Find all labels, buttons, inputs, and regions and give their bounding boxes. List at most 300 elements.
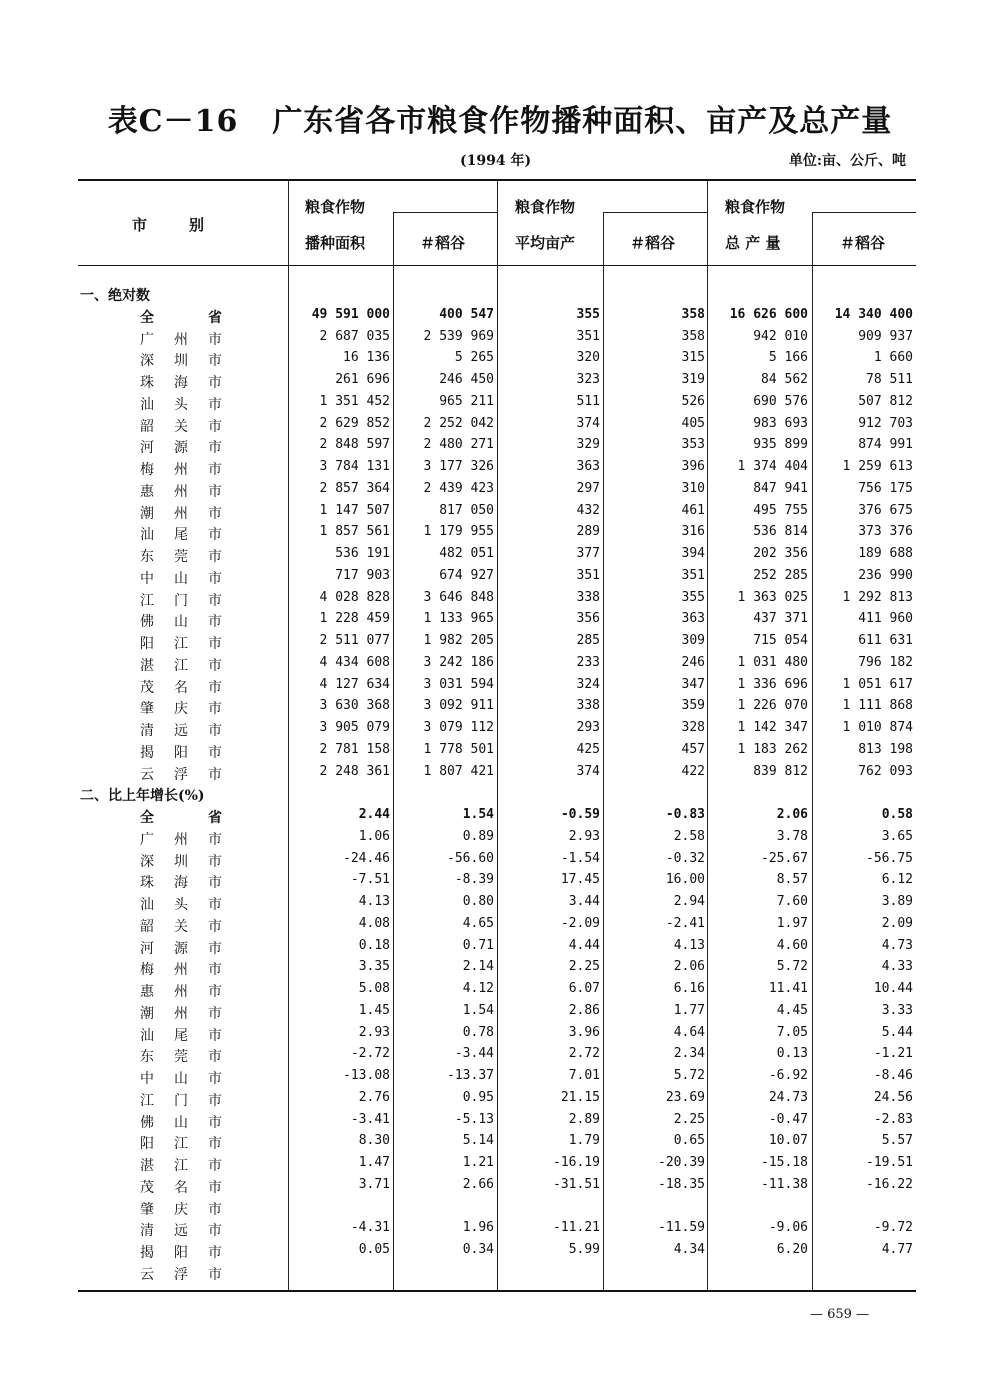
value-cell: 2 439 423 bbox=[423, 480, 494, 496]
table-code: 表C－16 bbox=[107, 104, 239, 139]
value-cell: 495 755 bbox=[753, 502, 808, 518]
value-cell: 351 bbox=[681, 567, 705, 583]
city-name bbox=[130, 437, 300, 457]
value-cell: 1 010 874 bbox=[842, 720, 913, 735]
city-name bbox=[130, 1242, 300, 1262]
value-cell: -5.13 bbox=[454, 1111, 494, 1127]
city-name-char: 市 bbox=[208, 723, 222, 739]
city-name bbox=[130, 329, 300, 349]
value-cell: -16.22 bbox=[866, 1176, 913, 1192]
value-cell: 1.21 bbox=[462, 1155, 494, 1170]
value-cell: 6.07 bbox=[568, 981, 600, 996]
value-cell: 3 784 131 bbox=[319, 459, 390, 474]
city-name-char: 惠 bbox=[140, 483, 154, 500]
city-name-char: 省 bbox=[208, 810, 222, 826]
city-name-char: 佛 bbox=[140, 1114, 154, 1131]
value-cell: 1.47 bbox=[358, 1155, 390, 1170]
value-cell: 5.72 bbox=[776, 959, 808, 975]
value-cell: 396 bbox=[681, 459, 705, 474]
value-cell: 507 812 bbox=[858, 393, 913, 409]
unit-label: 单位:亩、公斤、吨 bbox=[788, 153, 906, 169]
section-heading bbox=[78, 283, 916, 305]
value-cell: 4.13 bbox=[673, 937, 705, 953]
city-name-char: 市 bbox=[208, 614, 222, 631]
value-cell: 7.01 bbox=[568, 1068, 600, 1083]
table-row bbox=[78, 1023, 916, 1045]
city-name-char: 佛 bbox=[140, 614, 154, 631]
value-cell: 1 228 459 bbox=[319, 611, 390, 627]
value-cell: 0.58 bbox=[881, 807, 913, 822]
city-name-char: 市 bbox=[208, 1049, 222, 1066]
value-cell: 377 bbox=[576, 546, 600, 561]
value-cell: 4.60 bbox=[776, 937, 808, 953]
value-cell: 3.89 bbox=[881, 894, 913, 909]
value-cell: 3 905 079 bbox=[319, 720, 390, 735]
table-row bbox=[78, 849, 916, 871]
value-cell: 511 bbox=[576, 393, 600, 409]
value-cell: 5.57 bbox=[881, 1133, 913, 1149]
header-area-rice: ＃稻谷 bbox=[420, 234, 466, 252]
table-row bbox=[78, 762, 916, 784]
bottom-rule bbox=[78, 1290, 916, 1292]
value-cell: 351 bbox=[576, 567, 600, 583]
city-name bbox=[130, 981, 300, 1001]
value-cell: 536 814 bbox=[753, 524, 808, 540]
table-row bbox=[78, 435, 916, 457]
table-row bbox=[78, 414, 916, 436]
value-cell: 4 127 634 bbox=[319, 676, 390, 692]
value-cell: 309 bbox=[681, 633, 705, 648]
value-cell: 3.65 bbox=[881, 828, 913, 844]
value-cell: 16 626 600 bbox=[729, 306, 808, 322]
value-cell: -9.06 bbox=[768, 1220, 808, 1236]
value-cell: -1.21 bbox=[873, 1046, 913, 1062]
city-name-char: 市 bbox=[208, 1245, 222, 1261]
value-cell: 2 629 852 bbox=[319, 415, 390, 431]
value-cell: 16 136 bbox=[343, 350, 390, 366]
value-cell: 8.57 bbox=[776, 872, 808, 888]
value-cell: 189 688 bbox=[858, 546, 913, 561]
city-name-char: 市 bbox=[208, 636, 222, 652]
table-row bbox=[78, 457, 916, 479]
value-cell: 3.78 bbox=[776, 828, 808, 844]
value-cell: -24.46 bbox=[343, 850, 390, 866]
city-name-char: 市 bbox=[208, 331, 222, 348]
value-cell: 1 857 561 bbox=[319, 524, 390, 540]
value-cell: 2.14 bbox=[462, 959, 494, 975]
city-name-char: 市 bbox=[208, 853, 222, 870]
city-name-char: 市 bbox=[208, 1158, 222, 1174]
value-cell: 84 562 bbox=[761, 372, 808, 387]
city-name-char: 州 bbox=[174, 331, 188, 348]
value-cell: 297 bbox=[576, 480, 600, 496]
value-cell: 78 511 bbox=[866, 372, 913, 387]
city-name-char: 市 bbox=[208, 962, 222, 979]
table-row bbox=[78, 653, 916, 675]
value-cell: 10.07 bbox=[768, 1133, 808, 1149]
value-cell: 0.13 bbox=[776, 1046, 808, 1062]
value-cell: 16.00 bbox=[665, 872, 705, 888]
city-name-char: 阳 bbox=[174, 1245, 188, 1261]
city-name-char: 市 bbox=[208, 657, 222, 674]
city-name bbox=[130, 590, 300, 610]
value-cell: -11.38 bbox=[761, 1176, 808, 1192]
table-row bbox=[78, 501, 916, 523]
value-cell: 355 bbox=[576, 306, 600, 322]
value-cell: 2.93 bbox=[568, 828, 600, 844]
value-cell: -4.31 bbox=[350, 1220, 390, 1236]
city-name bbox=[130, 503, 300, 523]
value-cell: 358 bbox=[681, 306, 705, 322]
value-cell: 422 bbox=[681, 763, 705, 779]
city-name-char: 市 bbox=[208, 1005, 222, 1022]
city-name-char: 市 bbox=[208, 353, 222, 370]
city-name-char: 尾 bbox=[174, 1027, 188, 1044]
city-name-char: 名 bbox=[174, 1179, 188, 1196]
city-name bbox=[130, 524, 300, 544]
value-cell: 6.12 bbox=[881, 872, 913, 888]
table-row bbox=[78, 1153, 916, 1175]
city-name-char: 市 bbox=[208, 1201, 222, 1218]
table-row bbox=[78, 479, 916, 501]
city-name-char: 江 bbox=[174, 1158, 188, 1174]
value-cell: 356 bbox=[576, 611, 600, 627]
value-cell: 2 248 361 bbox=[319, 763, 390, 779]
value-cell: 3.33 bbox=[881, 1002, 913, 1018]
table-row bbox=[78, 827, 916, 849]
value-cell: 1 183 262 bbox=[737, 741, 808, 757]
value-cell: 3.71 bbox=[358, 1176, 390, 1192]
value-cell: 717 903 bbox=[335, 567, 390, 583]
city-name-char: 头 bbox=[174, 897, 188, 913]
city-name-char: 浮 bbox=[174, 766, 188, 783]
value-cell: 4.65 bbox=[462, 915, 494, 931]
value-cell: 316 bbox=[681, 524, 705, 540]
city-name-char: 门 bbox=[174, 1092, 188, 1109]
city-name-char: 梅 bbox=[140, 462, 154, 478]
city-name bbox=[130, 1199, 300, 1219]
value-cell: 611 631 bbox=[858, 633, 913, 648]
value-cell: 1 351 452 bbox=[319, 393, 390, 409]
value-cell: 328 bbox=[681, 720, 705, 735]
value-cell: 2.72 bbox=[568, 1046, 600, 1062]
city-name-char: 清 bbox=[140, 1223, 154, 1240]
table-row bbox=[78, 305, 916, 327]
table-row bbox=[78, 327, 916, 349]
city-name bbox=[130, 350, 300, 370]
table-row bbox=[78, 392, 916, 414]
value-cell: 715 054 bbox=[753, 633, 808, 648]
value-cell: 1 982 205 bbox=[423, 633, 494, 648]
value-cell: -13.08 bbox=[343, 1068, 390, 1083]
value-cell: 3 079 112 bbox=[423, 720, 494, 735]
city-name-char: 河 bbox=[140, 440, 154, 457]
city-name bbox=[130, 938, 300, 958]
value-cell: -3.44 bbox=[454, 1046, 494, 1062]
group-subline bbox=[812, 212, 916, 213]
value-cell: 319 bbox=[681, 372, 705, 387]
header-group-yield: 粮食作物 bbox=[515, 198, 576, 216]
value-cell: 4.45 bbox=[776, 1002, 808, 1018]
value-cell: 0.34 bbox=[462, 1242, 494, 1257]
value-cell: -2.41 bbox=[665, 915, 705, 931]
value-cell: 2.86 bbox=[568, 1002, 600, 1018]
table-row bbox=[78, 979, 916, 1001]
value-cell: 338 bbox=[576, 698, 600, 714]
value-cell: 0.05 bbox=[358, 1242, 390, 1257]
city-name-char: 汕 bbox=[140, 396, 154, 413]
city-name-char: 市 bbox=[208, 1179, 222, 1196]
value-cell: 839 812 bbox=[753, 763, 808, 779]
city-name bbox=[130, 807, 300, 827]
value-cell: 2 511 077 bbox=[319, 633, 390, 648]
value-cell: 425 bbox=[576, 741, 600, 757]
value-cell: 817 050 bbox=[439, 502, 494, 518]
header-yield-rice: ＃稻谷 bbox=[630, 234, 676, 252]
city-name-char: 名 bbox=[174, 679, 188, 696]
value-cell: -0.32 bbox=[665, 850, 705, 866]
table-row bbox=[78, 631, 916, 653]
city-name-char: 市 bbox=[208, 984, 222, 1000]
table-row bbox=[78, 1262, 916, 1284]
value-cell: 5.72 bbox=[673, 1068, 705, 1083]
value-cell: 374 bbox=[576, 415, 600, 431]
value-cell: -0.47 bbox=[768, 1111, 808, 1127]
city-name-char: 市 bbox=[208, 418, 222, 435]
city-name-char: 市 bbox=[208, 527, 222, 544]
city-name-char: 州 bbox=[174, 483, 188, 500]
city-name-char: 广 bbox=[140, 331, 154, 348]
value-cell: 3 630 368 bbox=[319, 698, 390, 714]
city-name-char: 揭 bbox=[140, 1245, 154, 1261]
value-cell: 2.25 bbox=[568, 959, 600, 975]
table-row bbox=[78, 914, 916, 936]
value-cell: 5.44 bbox=[881, 1024, 913, 1040]
header-city: 市 别 bbox=[132, 216, 209, 234]
value-cell: 3 242 186 bbox=[423, 654, 494, 670]
value-cell: 5.14 bbox=[462, 1133, 494, 1149]
value-cell: 7.60 bbox=[776, 894, 808, 909]
value-cell: -3.41 bbox=[350, 1111, 390, 1127]
value-cell: 437 371 bbox=[753, 611, 808, 627]
value-cell: 14 340 400 bbox=[834, 306, 913, 322]
city-name-char: 湛 bbox=[140, 1158, 154, 1174]
value-cell: 942 010 bbox=[753, 328, 808, 344]
value-cell: 909 937 bbox=[858, 328, 913, 344]
city-name-char: 州 bbox=[174, 462, 188, 478]
value-cell: 1 336 696 bbox=[737, 676, 808, 692]
page-number: — 659 — bbox=[810, 1307, 870, 1322]
city-name-char: 市 bbox=[208, 1136, 222, 1153]
value-cell: 2.94 bbox=[673, 894, 705, 909]
value-cell: 4.73 bbox=[881, 937, 913, 953]
value-cell: 461 bbox=[681, 502, 705, 518]
value-cell: 6.20 bbox=[776, 1242, 808, 1257]
value-cell: 1.54 bbox=[462, 807, 494, 822]
value-cell: -15.18 bbox=[761, 1155, 808, 1170]
value-cell: 2.93 bbox=[358, 1024, 390, 1040]
value-cell: 1 226 070 bbox=[737, 698, 808, 714]
value-cell: 0.89 bbox=[462, 828, 494, 844]
value-cell: 236 990 bbox=[858, 567, 913, 583]
city-name-char: 莞 bbox=[174, 1049, 188, 1066]
city-name-char: 全 bbox=[140, 309, 154, 326]
city-name-char: 关 bbox=[174, 918, 188, 935]
table-row bbox=[78, 1088, 916, 1110]
city-name-char: 源 bbox=[174, 940, 188, 957]
value-cell: 347 bbox=[681, 676, 705, 692]
value-cell: 293 bbox=[576, 720, 600, 735]
city-name-char: 茂 bbox=[140, 1179, 154, 1196]
year-subtitle: (1994 年) bbox=[460, 153, 532, 169]
city-name-char: 市 bbox=[208, 875, 222, 892]
value-cell: 3 177 326 bbox=[423, 459, 494, 474]
table-row bbox=[78, 1131, 916, 1153]
value-cell: 2 252 042 bbox=[423, 415, 494, 431]
city-name-char: 汕 bbox=[140, 1027, 154, 1044]
table-row bbox=[78, 892, 916, 914]
value-cell: 0.65 bbox=[673, 1133, 705, 1149]
value-cell: -16.19 bbox=[553, 1155, 600, 1170]
value-cell: 0.71 bbox=[462, 937, 494, 953]
value-cell: -2.83 bbox=[873, 1111, 913, 1127]
value-cell: 3 031 594 bbox=[423, 676, 494, 692]
value-cell: -9.72 bbox=[873, 1220, 913, 1236]
city-name-char: 珠 bbox=[140, 875, 154, 892]
value-cell: 526 bbox=[681, 393, 705, 409]
header-group-area: 粮食作物 bbox=[305, 198, 366, 216]
city-name-char: 市 bbox=[208, 1114, 222, 1131]
value-cell: 2.06 bbox=[776, 807, 808, 822]
table-title: 广东省各市粮食作物播种面积、亩产及总产量 bbox=[272, 104, 893, 139]
city-name-char: 阳 bbox=[140, 1136, 154, 1153]
city-name-char: 梅 bbox=[140, 962, 154, 979]
value-cell: 252 285 bbox=[753, 567, 808, 583]
value-cell: 4.34 bbox=[673, 1242, 705, 1257]
value-cell: -56.75 bbox=[866, 850, 913, 866]
header-group-output: 粮食作物 bbox=[725, 198, 786, 216]
table-row bbox=[78, 566, 916, 588]
city-name-char: 韶 bbox=[140, 918, 154, 935]
value-cell: -31.51 bbox=[553, 1176, 600, 1192]
table-row bbox=[78, 588, 916, 610]
city-name bbox=[130, 394, 300, 414]
value-cell: 983 693 bbox=[753, 415, 808, 431]
city-name bbox=[130, 633, 300, 653]
value-cell: 2.06 bbox=[673, 959, 705, 975]
value-cell: 7.05 bbox=[776, 1024, 808, 1040]
value-cell: 363 bbox=[576, 459, 600, 474]
city-name-char: 市 bbox=[208, 679, 222, 696]
value-cell: 2 848 597 bbox=[319, 437, 390, 453]
value-cell: 400 547 bbox=[439, 306, 494, 322]
city-name bbox=[130, 959, 300, 979]
table-row bbox=[78, 936, 916, 958]
value-cell: 394 bbox=[681, 546, 705, 561]
city-name-char: 汕 bbox=[140, 897, 154, 913]
city-name-char: 市 bbox=[208, 570, 222, 587]
header-avg-yield: 平均亩产 bbox=[515, 234, 576, 252]
city-name-char: 中 bbox=[140, 1071, 154, 1087]
value-cell: 2.44 bbox=[358, 807, 390, 822]
value-cell: 358 bbox=[681, 328, 705, 344]
value-cell: 351 bbox=[576, 328, 600, 344]
city-name-char: 州 bbox=[174, 984, 188, 1000]
value-cell: 4.12 bbox=[462, 981, 494, 996]
city-name bbox=[130, 655, 300, 675]
value-cell: 5.99 bbox=[568, 1242, 600, 1257]
city-name-char: 圳 bbox=[174, 353, 188, 370]
value-cell: 1 111 868 bbox=[842, 698, 913, 714]
city-name-char: 肇 bbox=[140, 701, 154, 718]
city-name-char: 东 bbox=[140, 549, 154, 565]
city-name-char: 州 bbox=[174, 831, 188, 848]
value-cell: 4.13 bbox=[358, 894, 390, 909]
value-cell: 4.08 bbox=[358, 915, 390, 931]
city-name bbox=[130, 916, 300, 936]
value-cell: 3.96 bbox=[568, 1024, 600, 1040]
city-name-char: 州 bbox=[174, 505, 188, 522]
value-cell: 4.77 bbox=[881, 1242, 913, 1257]
city-name-char: 山 bbox=[174, 1071, 188, 1087]
value-cell: 4.64 bbox=[673, 1024, 705, 1040]
table-row bbox=[78, 957, 916, 979]
value-cell: 405 bbox=[681, 415, 705, 431]
value-cell: 23.69 bbox=[665, 1089, 705, 1105]
table-row bbox=[78, 805, 916, 827]
value-cell: 5 166 bbox=[768, 350, 808, 366]
table-row bbox=[78, 1066, 916, 1088]
value-cell: 690 576 bbox=[753, 393, 808, 409]
value-cell: 762 093 bbox=[858, 763, 913, 779]
value-cell: 1.06 bbox=[358, 828, 390, 844]
city-name-char: 阳 bbox=[140, 636, 154, 652]
table-row bbox=[78, 522, 916, 544]
value-cell: -56.60 bbox=[447, 850, 494, 866]
table-row bbox=[78, 675, 916, 697]
city-name-char: 山 bbox=[174, 1114, 188, 1131]
city-name-char: 头 bbox=[174, 396, 188, 413]
value-cell: 1.79 bbox=[568, 1133, 600, 1149]
city-name-char: 中 bbox=[140, 570, 154, 587]
value-cell: 338 bbox=[576, 589, 600, 605]
value-cell: 1 374 404 bbox=[737, 459, 808, 474]
header-output-rice: ＃稻谷 bbox=[840, 234, 886, 252]
section-label: 一、绝对数 bbox=[80, 288, 150, 304]
city-name-char: 市 bbox=[208, 440, 222, 457]
value-cell: -11.21 bbox=[553, 1220, 600, 1236]
city-name bbox=[130, 307, 300, 327]
value-cell: 3.35 bbox=[358, 959, 390, 975]
city-name bbox=[130, 1264, 300, 1284]
value-cell: 2 687 035 bbox=[319, 328, 390, 344]
city-name bbox=[130, 1112, 300, 1132]
value-cell: 1 031 480 bbox=[737, 654, 808, 670]
value-cell: -8.39 bbox=[454, 872, 494, 888]
value-cell: 2.76 bbox=[358, 1089, 390, 1105]
city-name-char: 市 bbox=[208, 396, 222, 413]
table-row bbox=[78, 1218, 916, 1240]
city-name-char: 潮 bbox=[140, 505, 154, 522]
value-cell: 3 092 911 bbox=[423, 698, 494, 714]
value-cell: 1.54 bbox=[462, 1002, 494, 1018]
table-row bbox=[78, 370, 916, 392]
value-cell: 1 259 613 bbox=[842, 459, 913, 474]
city-name-char: 东 bbox=[140, 1049, 154, 1066]
value-cell: 289 bbox=[576, 524, 600, 540]
value-cell: 0.78 bbox=[462, 1024, 494, 1040]
table-body bbox=[78, 283, 916, 1284]
